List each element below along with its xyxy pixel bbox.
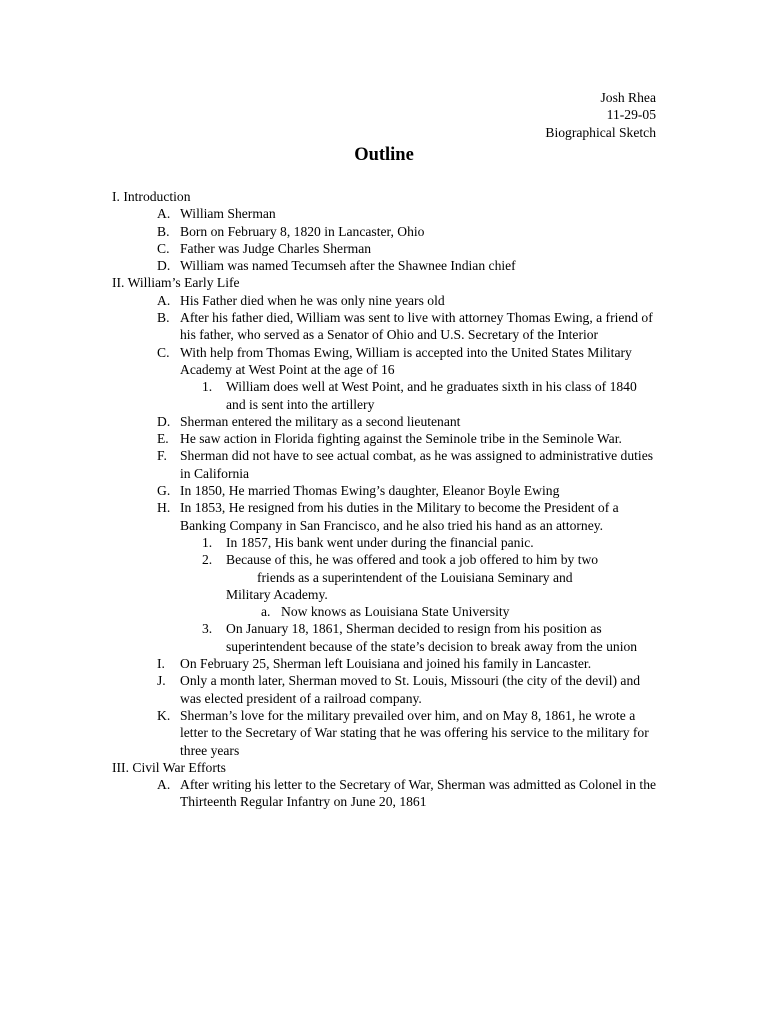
item-text: Sherman’s love for the military prevailed over him, and on May 8, 1861, he wrote a letter to the Secretary of War stating that he was offering his service to the military for three years	[180, 707, 649, 758]
outline-item	[112, 344, 657, 379]
item-label: H.	[157, 500, 171, 516]
page-title: Outline	[354, 145, 414, 165]
subitem-label: 2.	[202, 552, 213, 568]
outline-item	[112, 776, 657, 811]
document-header	[545, 89, 656, 141]
subitem-text: On January 18, 1861, Sherman decided to resign from his position as superintendent because of the state’s decision to break away from the union	[226, 621, 638, 654]
item-label: C.	[157, 344, 170, 360]
item-label: A.	[157, 292, 171, 308]
outline-section	[112, 188, 657, 274]
outline-section	[112, 759, 657, 811]
item-text: His Father died when he was only nine years old	[180, 292, 445, 308]
outline-item	[112, 707, 657, 759]
outline-item	[112, 430, 657, 447]
outline-item	[112, 499, 657, 534]
item-text: In 1850, He married Thomas Ewing’s daughter, Eleanor Boyle Ewing	[180, 483, 560, 499]
outline-item	[112, 413, 657, 430]
outline-item	[112, 292, 657, 309]
item-text: William was named Tecumseh after the Shawnee Indian chief	[180, 258, 516, 274]
item-label: A.	[157, 206, 171, 222]
outline-item	[112, 205, 657, 222]
item-text: With help from Thomas Ewing, William is accepted into the United States Military Academy at West Point at the age of 16	[180, 344, 632, 377]
item-text: After his father died, William was sent to live with attorney Thomas Ewing, a friend of his father, who served as a Senator of Ohio and U.S. Secretary of the Interior	[180, 310, 653, 343]
item-text: After writing his letter to the Secretary of War, Sherman was admitted as Colonel in the Thirteenth Regular Infantry on June 20, 1861	[180, 777, 657, 810]
item-label: D.	[157, 413, 171, 429]
item-text: Sherman entered the military as a second lieutenant	[180, 413, 461, 429]
subitem-label: 1.	[202, 379, 213, 395]
section-heading: III. Civil War Efforts	[112, 759, 226, 775]
item-text: Sherman did not have to see actual combat, as he was assigned to administrative duties in California	[180, 448, 654, 481]
outline-section	[112, 274, 657, 758]
item-text: Father was Judge Charles Sherman	[180, 240, 372, 256]
subitem-text: In 1857, His bank went under during the financial panic.	[226, 534, 534, 550]
item-label: G.	[157, 483, 171, 499]
item-text: Born on February 8, 1820 in Lancaster, Ohio	[180, 223, 425, 239]
item-text: Only a month later, Sherman moved to St. Louis, Missouri (the city of the devil) and was elected president of a railroad company.	[180, 673, 641, 706]
outline-item	[112, 482, 657, 499]
outline-subitem	[112, 551, 657, 603]
outline-item	[112, 257, 657, 274]
outline-subitem	[112, 378, 657, 413]
author-name: Josh Rhea	[600, 90, 656, 105]
item-text: He saw action in Florida fighting against the Seminole tribe in the Seminole War.	[180, 431, 622, 447]
outline-item	[112, 672, 657, 707]
subitem-label: 3.	[202, 621, 213, 637]
assignment-title: Biographical Sketch	[545, 124, 656, 140]
item-label: A.	[157, 777, 171, 793]
outline-subitem	[112, 620, 657, 655]
item-text: William Sherman	[180, 206, 276, 222]
outline-item	[112, 240, 657, 257]
item-label: D.	[157, 258, 171, 274]
outline-subitem	[112, 534, 657, 551]
section-heading: II. William’s Early Life	[112, 275, 240, 291]
item-text: On February 25, Sherman left Louisiana and joined his family in Lancaster.	[180, 656, 592, 672]
outline	[112, 188, 657, 811]
item-text: In 1853, He resigned from his duties in the Military to become the President of a Banking Company in San Francisco, and he also tried his hand as an attorney.	[180, 500, 619, 533]
item-label: J.	[157, 673, 166, 689]
document-date: 11-29-05	[606, 107, 656, 123]
outline-item	[112, 309, 657, 344]
item-label: I.	[157, 656, 165, 672]
outline-subsubitem	[112, 603, 657, 620]
section-heading: I. Introduction	[112, 189, 191, 204]
subitem-text: William does well at West Point, and he graduates sixth in his class of 1840 and is sent into the artillery	[226, 379, 637, 412]
subitem-label: 1.	[202, 534, 213, 550]
subitem-text-line: Because of this, he was offered and took a job offered to him by two	[226, 552, 599, 568]
item-label: E.	[157, 431, 169, 447]
item-label: F.	[157, 448, 167, 464]
item-label: K.	[157, 707, 171, 723]
subitem-text	[226, 551, 657, 603]
outline-item	[112, 223, 657, 240]
item-label: B.	[157, 223, 170, 239]
outline-item	[112, 447, 657, 482]
subsubitem-text: Now knows as Louisiana State University	[281, 604, 510, 620]
item-label: C.	[157, 240, 170, 256]
outline-item	[112, 655, 657, 672]
item-label: B.	[157, 310, 170, 326]
subitem-text-line: Military Academy.	[226, 586, 328, 602]
subsubitem-label: a.	[261, 604, 271, 620]
subitem-text-line: friends as a superintendent of the Louisiana Seminary and	[257, 569, 573, 585]
